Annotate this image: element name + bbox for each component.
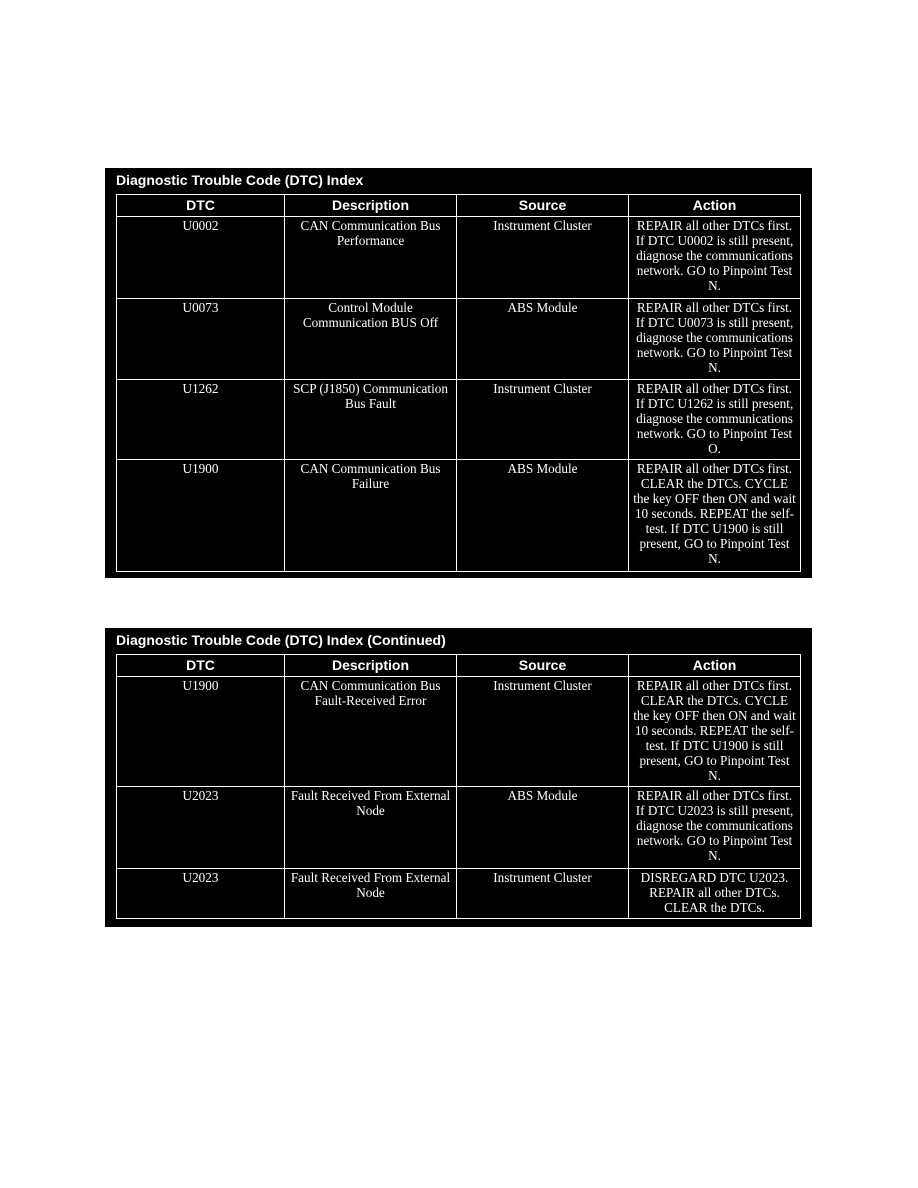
action-cell: REPAIR all other DTCs first. If DTC U2023 is still present, diagnose the communications network. GO to Pinpoint Test N. [629, 787, 801, 869]
dtc-cell: U1900 [117, 460, 285, 572]
header-action: Action [629, 195, 801, 217]
description-cell: Fault Received From External Node [285, 787, 457, 869]
table-row [117, 460, 801, 572]
source-cell: Instrument Cluster [457, 380, 629, 460]
table-title: Diagnostic Trouble Code (DTC) Index (Continued) [116, 632, 446, 648]
dtc-index-table [116, 194, 801, 572]
header-dtc: DTC [117, 195, 285, 217]
description-cell: SCP (J1850) Communication Bus Fault [285, 380, 457, 460]
dtc-cell: U2023 [117, 787, 285, 869]
header-source: Source [457, 655, 629, 677]
source-cell: ABS Module [457, 299, 629, 380]
dtc-index-continued-panel [105, 628, 812, 927]
table-title: Diagnostic Trouble Code (DTC) Index [116, 172, 364, 188]
table-header-row [117, 195, 801, 217]
table-row [117, 869, 801, 919]
dtc-cell: U1262 [117, 380, 285, 460]
dtc-cell: U2023 [117, 869, 285, 919]
description-cell: Control Module Communication BUS Off [285, 299, 457, 380]
dtc-cell: U0002 [117, 217, 285, 299]
source-cell: Instrument Cluster [457, 869, 629, 919]
action-cell: REPAIR all other DTCs first. If DTC U0073 is still present, diagnose the communications network. GO to Pinpoint Test N. [629, 299, 801, 380]
table-row [117, 217, 801, 299]
source-cell: ABS Module [457, 787, 629, 869]
table-row [117, 787, 801, 869]
description-cell: CAN Communication Bus Fault-Received Error [285, 677, 457, 787]
header-dtc: DTC [117, 655, 285, 677]
description-cell: Fault Received From External Node [285, 869, 457, 919]
table-header-row [117, 655, 801, 677]
header-source: Source [457, 195, 629, 217]
action-cell: REPAIR all other DTCs first. CLEAR the DTCs. CYCLE the key OFF then ON and wait 10 seconds. REPEAT the self-test. If DTC U1900 is still present, GO to Pinpoint Test N. [629, 677, 801, 787]
dtc-cell: U0073 [117, 299, 285, 380]
action-cell: REPAIR all other DTCs first. CLEAR the DTCs. CYCLE the key OFF then ON and wait 10 seconds. REPEAT the self-test. If DTC U1900 is still present, GO to Pinpoint Test N. [629, 460, 801, 572]
action-cell: REPAIR all other DTCs first. If DTC U0002 is still present, diagnose the communications network. GO to Pinpoint Test N. [629, 217, 801, 299]
table-row [117, 299, 801, 380]
source-cell: Instrument Cluster [457, 677, 629, 787]
header-action: Action [629, 655, 801, 677]
source-cell: Instrument Cluster [457, 217, 629, 299]
action-cell: DISREGARD DTC U2023. REPAIR all other DTCs. CLEAR the DTCs. [629, 869, 801, 919]
dtc-index-panel [105, 168, 812, 578]
dtc-index-continued-table [116, 654, 801, 919]
description-cell: CAN Communication Bus Failure [285, 460, 457, 572]
dtc-cell: U1900 [117, 677, 285, 787]
table-row [117, 380, 801, 460]
action-cell: REPAIR all other DTCs first. If DTC U1262 is still present, diagnose the communications network. GO to Pinpoint Test O. [629, 380, 801, 460]
header-description: Description [285, 195, 457, 217]
table-row [117, 677, 801, 787]
description-cell: CAN Communication Bus Performance [285, 217, 457, 299]
header-description: Description [285, 655, 457, 677]
source-cell: ABS Module [457, 460, 629, 572]
